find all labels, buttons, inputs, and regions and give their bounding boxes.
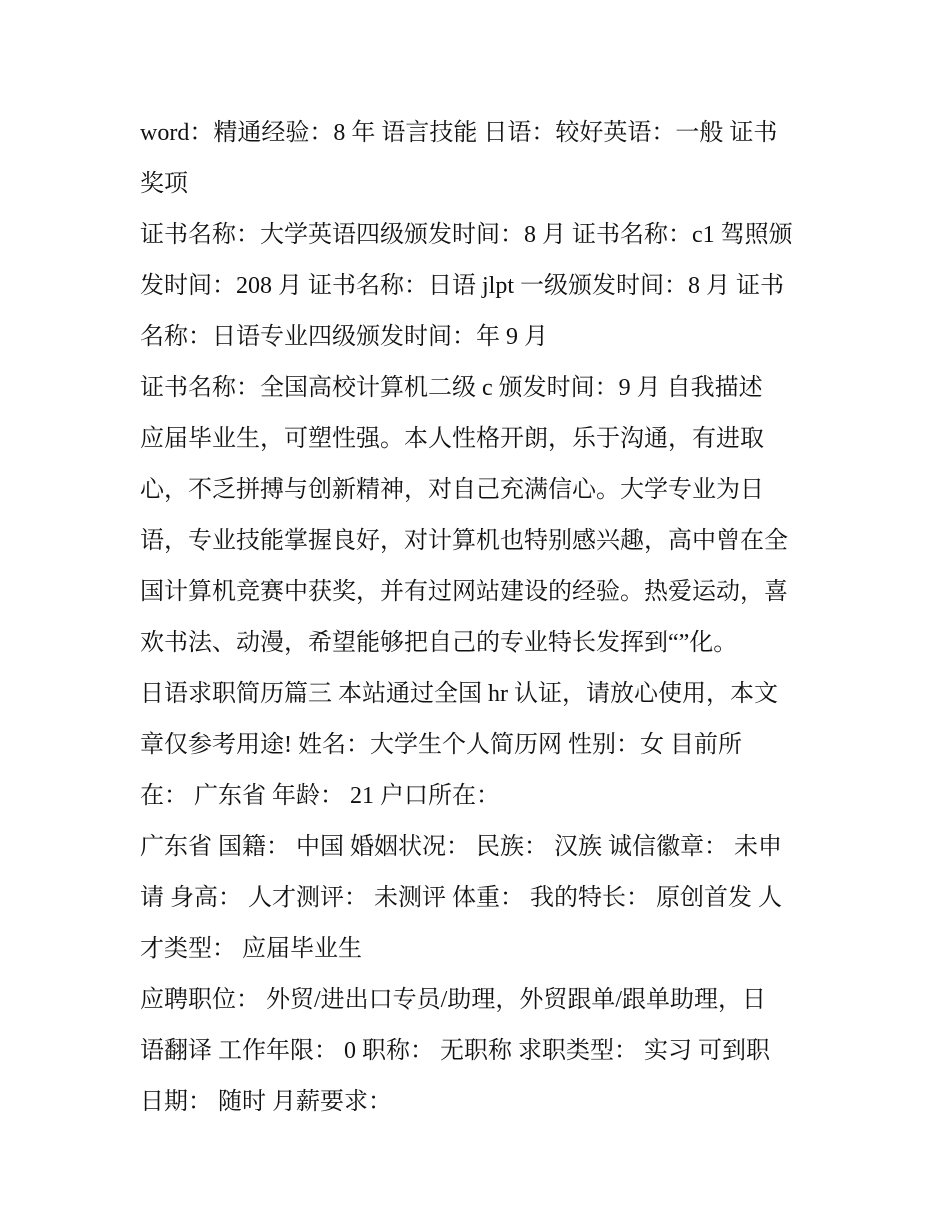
text-line: 日语求职简历篇三 本站通过全国 hr 认证，请放心使用，本文 [140,681,778,707]
text-line: 请 身高： 人才测评： 未测评 体重： 我的特长： 原创首发 人 [140,885,782,911]
text-line: 证书名称：全国高校计算机二级 c 颁发时间：9 月 自我描述 [140,375,763,401]
text-line: 日期： 随时 月薪要求： [140,1089,392,1115]
text-line: 在： 广东省 年龄： 21 户口所在： [140,783,500,809]
text-line: 奖项 [140,171,188,197]
text-line: 发时间：208 月 证书名称：日语 jlpt 一级颁发时间：8 月 证书 [140,273,785,299]
text-line: 国计算机竞赛中获奖，并有过网站建设的经验。热爱运动，喜 [140,579,788,605]
resume-text-body [140,108,812,1128]
text-line: 章仅参考用途! 姓名：大学生个人简历网 性别：女 目前所 [140,732,742,758]
text-line: 才类型： 应届毕业生 [140,936,362,962]
text-line: 欢书法、动漫，希望能够把自己的专业特长发挥到“”化。 [140,630,738,656]
text-line: 应聘职位： 外贸/进出口专员/助理，外贸跟单/跟单助理，日 [140,987,767,1013]
text-line: 心，不乏拼搏与创新精神，对自己充满信心。大学专业为日 [140,477,764,503]
text-line: 广东省 国籍： 中国 婚姻状况： 民族： 汉族 诚信徽章： 未申 [140,834,782,860]
text-line: 应届毕业生，可塑性强。本人性格开朗，乐于沟通，有进取 [140,426,764,452]
text-line: 证书名称：大学英语四级颁发时间：8 月 证书名称：c1 驾照颁 [140,222,793,248]
text-line: 名称：日语专业四级颁发时间：年 9 月 [140,324,548,350]
text-line: 语翻译 工作年限： 0 职称： 无职称 求职类型： 实习 可到职 [140,1038,770,1064]
text-line: 语，专业技能掌握良好，对计算机也特别感兴趣，高中曾在全 [140,528,788,554]
text-line: word：精通经验：8 年 语言技能 日语：较好英语：一般 证书 [140,120,778,146]
